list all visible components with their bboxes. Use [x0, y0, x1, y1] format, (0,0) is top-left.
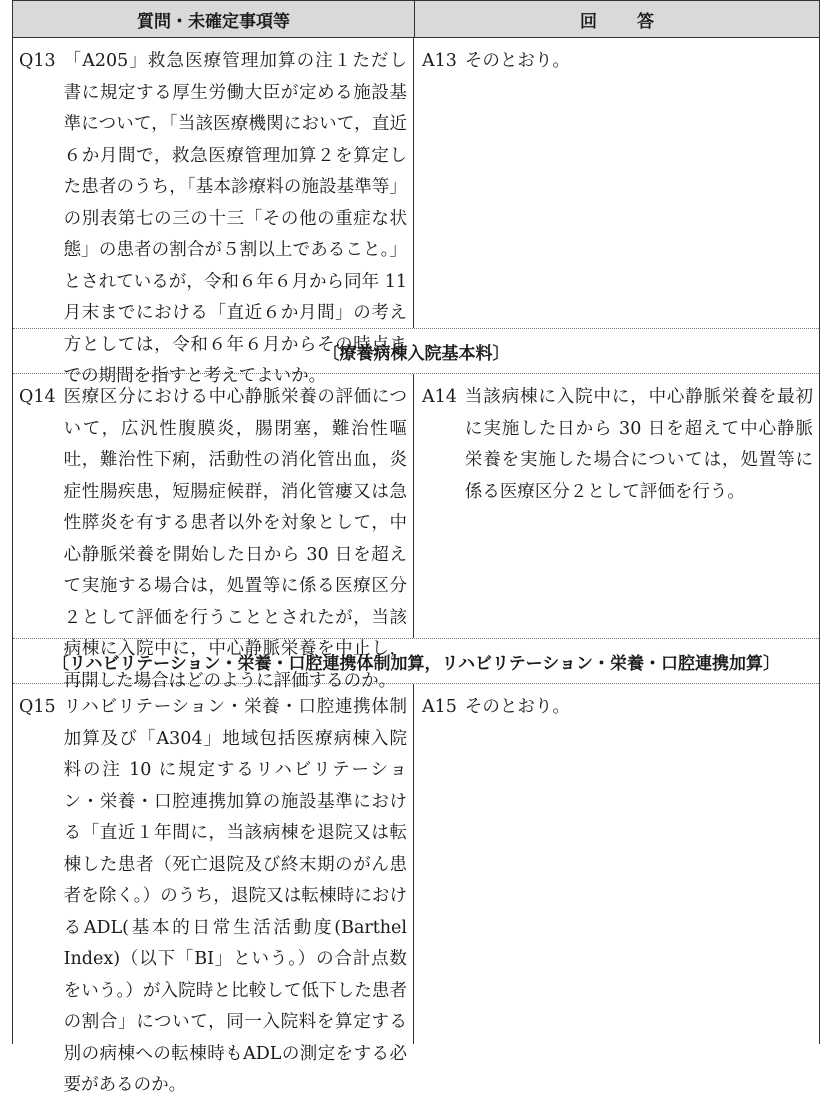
question-cell: [13, 38, 414, 386]
answer-text: そのとおり。: [464, 51, 570, 71]
question-cell: [13, 374, 414, 691]
question-number: Q13: [19, 51, 56, 71]
section-heading: 〔リハビリテーション・栄養・口腔連携体制加算，リハビリテーション・栄養・口腔連携加算〕: [13, 639, 819, 684]
qa-table: [12, 0, 820, 1095]
answer-text: そのとおり。: [464, 697, 570, 717]
answer-number: A14: [422, 387, 457, 407]
table-row: [13, 684, 819, 1095]
question-number: Q15: [19, 697, 56, 717]
answer-cell: [414, 684, 819, 1044]
answer-column-header: 回答: [580, 11, 694, 32]
answer-cell: [414, 38, 819, 328]
question-number: Q14: [19, 387, 56, 407]
question-text: 医療区分における中心静脈栄養の評価について，広汎性腹膜炎，腸閉塞，難治性嘔吐，難治性下痢，活動性の消化管出血，炎症性腸疾患，短腸症候群，消化管瘻又は急性膵炎を有する患者以外を対象として，中心静脈栄養を開始した日から 30 日を超えて実施する場合は，処置等に係る医療区分２として評価を行うこととされたが，当該病棟に入院中に，中心静脈栄養を中止し，再開した場合はどのように評価するのか。: [63, 387, 407, 691]
question-text: 「A205」救急医療管理加算の注１ただし書に規定する厚生労働大臣が定める施設基準について，「当該医療機関において，直近６か月間で，救急医療管理加算２を算定した患者のうち，「基本診療料の施設基準等」の別表第七の三の十三「その他の重症な状態」の患者の割合が５割以上であること。」とされているが，令和６年６月から同年 11 月末までにおける「直近６か月間」の考え方としては，令和６年６月からその時点までの期間を指すと考えてよいか。: [63, 51, 407, 386]
question-cell: [13, 684, 414, 1095]
answer-number: A13: [422, 51, 457, 71]
question-column-header: 質問・未確定事項等: [13, 1, 415, 37]
answer-number: A15: [422, 697, 457, 717]
section-heading: 〔療養病棟入院基本料〕: [13, 329, 819, 374]
answer-cell: [414, 374, 819, 638]
question-text: リハビリテーション・栄養・口腔連携体制加算及び「A304」地域包括医療病棟入院料の注 10 に規定するリハビリテーション・栄養・口腔連携加算の施設基準における「直近１年間に，当該病棟を退院又は転棟した患者（死亡退院及び終末期のがん患者を除く。）のうち，退院又は転棟時におけるADL(基本的日常生活活動度(Barthel Index)（以下「BI」という。）の合計点数をいう。）が入院時と比較して低下した患者の割合」について，同一入院料を算定する別の病棟への転棟時もADLの測定をする必要があるのか。: [63, 697, 407, 1095]
table-header: [13, 1, 819, 38]
answer-text: 当該病棟に入院中に，中心静脈栄養を最初に実施した日から 30 日を超えて中心静脈栄養を実施した場合については，処置等に係る医療区分２として評価を行う。: [464, 387, 813, 502]
